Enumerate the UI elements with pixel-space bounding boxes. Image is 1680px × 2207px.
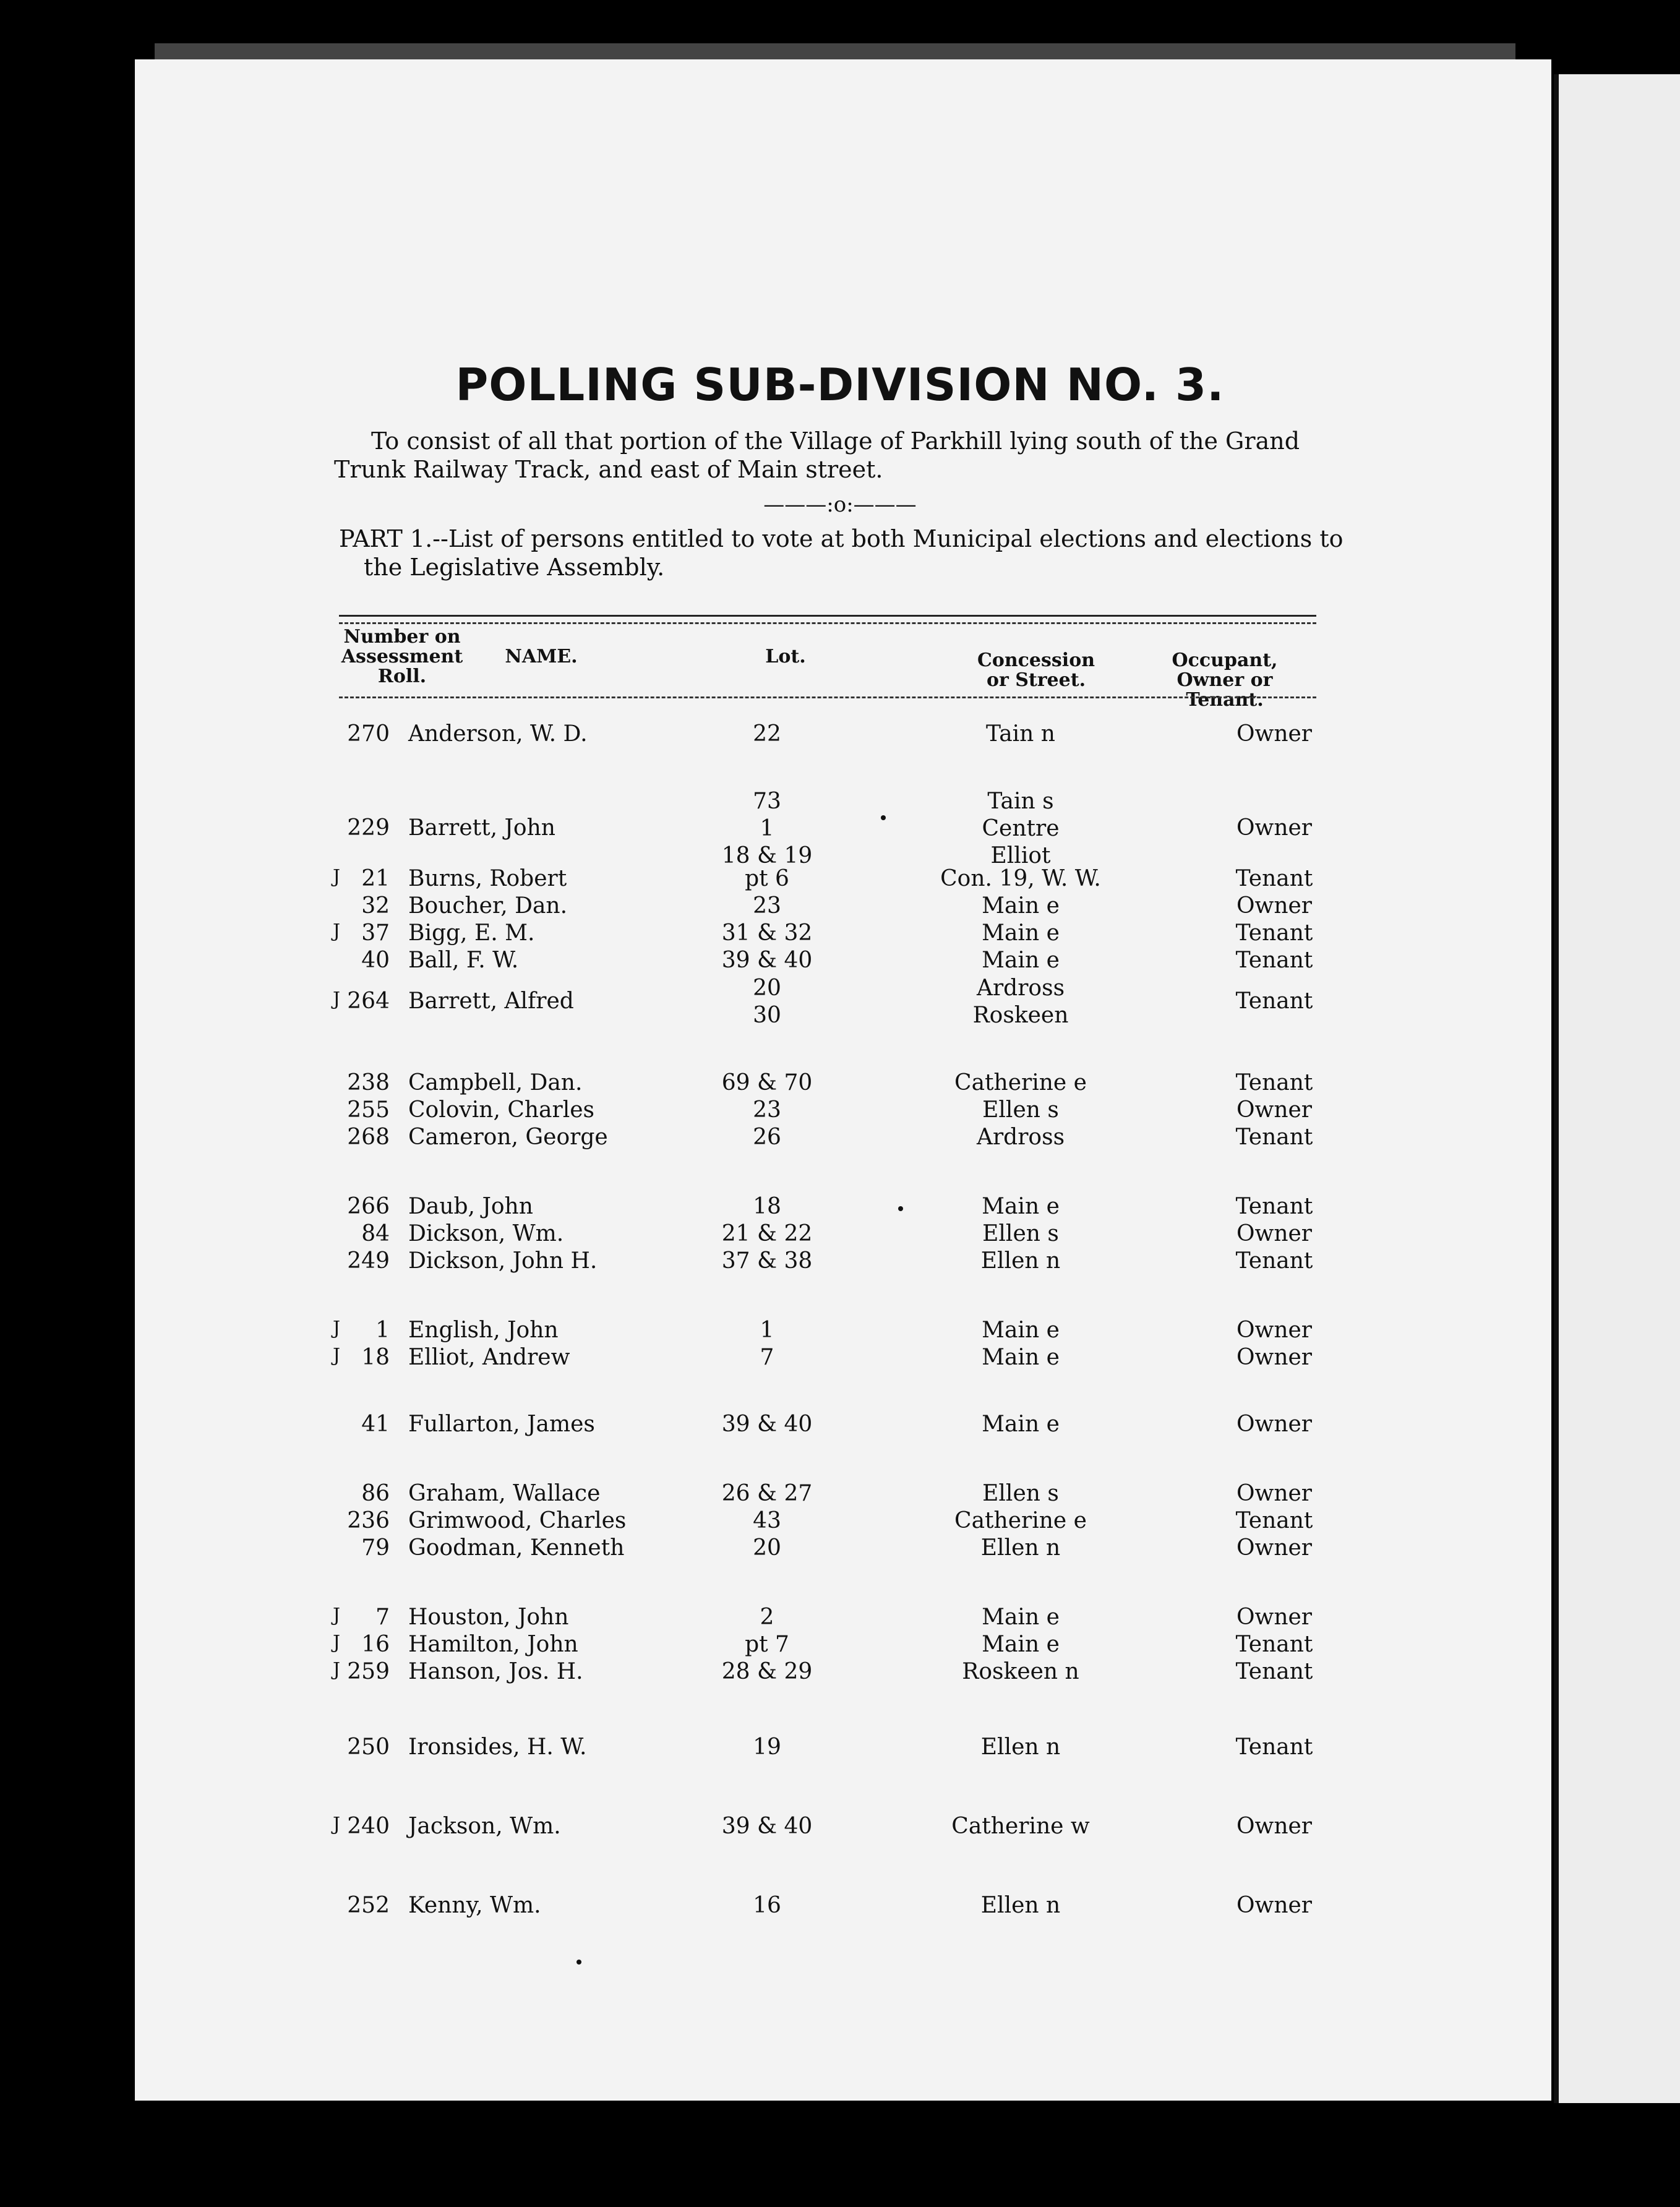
voter-name: Elliot, Andrew bbox=[408, 1345, 570, 1370]
lot-number: pt 7 bbox=[745, 1632, 789, 1657]
concession-street: Main e bbox=[982, 1632, 1060, 1657]
assessment-number: 250 bbox=[347, 1734, 390, 1760]
voter-name: Cameron, George bbox=[408, 1125, 608, 1150]
header-number: Number on Assessment Roll. bbox=[341, 626, 463, 687]
occupancy-status: Tenant bbox=[1235, 1070, 1313, 1095]
assessment-number: 252 bbox=[347, 1893, 390, 1918]
assessment-number: 79 bbox=[361, 1535, 390, 1561]
occupancy-status: Tenant bbox=[1235, 866, 1313, 891]
print-speck bbox=[576, 1960, 581, 1965]
concession-street: Ellen n bbox=[980, 1893, 1061, 1918]
occupancy-status: Tenant bbox=[1235, 1659, 1313, 1684]
voter-name: Ball, F. W. bbox=[408, 948, 519, 973]
concession-street: Ellen n bbox=[980, 1535, 1061, 1561]
assessment-number: 1 bbox=[375, 1318, 390, 1343]
voter-name: Houston, John bbox=[408, 1605, 569, 1630]
occupancy-status: Owner bbox=[1236, 1097, 1313, 1123]
assessment-number: 238 bbox=[347, 1070, 390, 1095]
assessment-number: 259 bbox=[347, 1659, 390, 1684]
jury-mark: J bbox=[333, 1659, 341, 1681]
concession-street: Ellen n bbox=[980, 1248, 1061, 1274]
concession-street: Ardross Roskeen bbox=[972, 975, 1069, 1028]
jury-mark: J bbox=[333, 866, 341, 888]
concession-street: Roskeen n bbox=[962, 1659, 1079, 1684]
occupancy-status: Owner bbox=[1236, 721, 1313, 747]
occupancy-status: Tenant bbox=[1235, 1248, 1313, 1274]
voter-name: Daub, John bbox=[408, 1194, 533, 1219]
concession-street: Catherine e bbox=[954, 1508, 1087, 1533]
occupancy-status: Tenant bbox=[1235, 1632, 1313, 1657]
voter-name: Graham, Wallace bbox=[408, 1481, 601, 1506]
jury-mark: J bbox=[333, 1345, 341, 1366]
occupancy-status: Tenant bbox=[1235, 1734, 1313, 1760]
assessment-number: 236 bbox=[347, 1508, 390, 1533]
assessment-number: 40 bbox=[361, 948, 390, 973]
occupancy-status: Tenant bbox=[1235, 988, 1313, 1014]
concession-street: Ellen s bbox=[982, 1221, 1059, 1246]
lot-number: 18 bbox=[753, 1194, 781, 1219]
occupancy-status: Owner bbox=[1236, 1535, 1313, 1561]
lot-number: 23 bbox=[753, 1097, 781, 1123]
occupancy-status: Owner bbox=[1236, 1221, 1313, 1246]
lot-number: 39 & 40 bbox=[721, 948, 813, 973]
voter-name: Bigg, E. M. bbox=[408, 920, 535, 946]
assessment-number: 240 bbox=[347, 1814, 390, 1839]
intro-paragraph: To consist of all that portion of the Village of Parkhill lying south of the Grand Trunk Railway Track, and east of Main street. bbox=[334, 427, 1300, 483]
assessment-number: 32 bbox=[361, 893, 390, 919]
lot-number: 26 & 27 bbox=[721, 1481, 813, 1506]
occupancy-status: Owner bbox=[1236, 1318, 1313, 1343]
lot-number: 37 & 38 bbox=[721, 1248, 813, 1274]
concession-street: Ellen s bbox=[982, 1097, 1059, 1123]
voter-name: Grimwood, Charles bbox=[408, 1508, 627, 1533]
occupancy-status: Tenant bbox=[1235, 948, 1313, 973]
voter-name: Fullarton, James bbox=[408, 1412, 595, 1437]
occupancy-status: Owner bbox=[1236, 893, 1313, 919]
assessment-number: 249 bbox=[347, 1248, 390, 1274]
lot-number: 28 & 29 bbox=[721, 1659, 813, 1684]
concession-street: Tain n bbox=[985, 721, 1055, 747]
assessment-number: 268 bbox=[347, 1125, 390, 1150]
lot-number: 31 & 32 bbox=[721, 920, 813, 946]
occupancy-status: Owner bbox=[1236, 1893, 1313, 1918]
jury-mark: J bbox=[333, 1605, 341, 1626]
lot-number: 19 bbox=[753, 1734, 781, 1760]
occupancy-status: Tenant bbox=[1235, 1194, 1313, 1219]
print-speck bbox=[881, 815, 886, 820]
voter-name: Goodman, Kenneth bbox=[408, 1535, 625, 1561]
assessment-number: 21 bbox=[361, 866, 390, 891]
occupancy-status: Owner bbox=[1236, 1814, 1313, 1839]
lot-number: pt 6 bbox=[745, 866, 789, 891]
assessment-number: 86 bbox=[361, 1481, 390, 1506]
assessment-number: 41 bbox=[361, 1412, 390, 1437]
voter-name: Barrett, John bbox=[408, 815, 555, 841]
page-title: POLLING SUB-DIVISION NO. 3. bbox=[455, 359, 1225, 411]
header-lot: Lot. bbox=[765, 646, 806, 667]
assessment-number: 270 bbox=[347, 721, 390, 747]
jury-mark: J bbox=[333, 1814, 341, 1835]
voter-name: Colovin, Charles bbox=[408, 1097, 595, 1123]
occupancy-status: Owner bbox=[1236, 1481, 1313, 1506]
concession-street: Main e bbox=[982, 1605, 1060, 1630]
assessment-number: 266 bbox=[347, 1194, 390, 1219]
jury-mark: J bbox=[333, 988, 341, 1010]
jury-mark: J bbox=[333, 1318, 341, 1339]
ornament-divider: ———:o:——— bbox=[763, 492, 917, 517]
voter-name: Anderson, W. D. bbox=[408, 721, 588, 747]
voter-name: Burns, Robert bbox=[408, 866, 567, 891]
occupancy-status: Owner bbox=[1236, 1412, 1313, 1437]
voter-name: Barrett, Alfred bbox=[408, 988, 574, 1014]
voter-name: Hanson, Jos. H. bbox=[408, 1659, 583, 1684]
header-rule-dashed bbox=[339, 622, 1316, 624]
assessment-number: 255 bbox=[347, 1097, 390, 1123]
occupancy-status: Tenant bbox=[1235, 1125, 1313, 1150]
lot-number: 16 bbox=[753, 1893, 781, 1918]
concession-street: Main e bbox=[982, 1194, 1060, 1219]
occupancy-status: Owner bbox=[1236, 1345, 1313, 1370]
assessment-number: 264 bbox=[347, 988, 390, 1014]
concession-street: Con. 19, W. W. bbox=[940, 866, 1101, 891]
occupancy-status: Tenant bbox=[1235, 1508, 1313, 1533]
lot-number: 7 bbox=[760, 1345, 774, 1370]
assessment-number: 84 bbox=[361, 1221, 390, 1246]
assessment-number: 16 bbox=[361, 1632, 390, 1657]
voter-name: Boucher, Dan. bbox=[408, 893, 568, 919]
concession-street: Main e bbox=[982, 893, 1060, 919]
lot-number: 22 bbox=[753, 721, 781, 747]
lot-number: 73 1 18 & 19 bbox=[721, 789, 813, 868]
lot-number: 2 bbox=[760, 1605, 774, 1630]
lot-number: 20 30 bbox=[753, 975, 781, 1028]
assessment-number: 229 bbox=[347, 815, 390, 841]
occupancy-status: Owner bbox=[1236, 815, 1313, 841]
concession-street: Main e bbox=[982, 1345, 1060, 1370]
lot-number: 21 & 22 bbox=[721, 1221, 813, 1246]
concession-street: Main e bbox=[982, 920, 1060, 946]
voter-name: Kenny, Wm. bbox=[408, 1893, 541, 1918]
assessment-number: 18 bbox=[361, 1345, 390, 1370]
lot-number: 20 bbox=[753, 1535, 781, 1561]
print-speck bbox=[898, 1206, 903, 1211]
concession-street: Ellen n bbox=[980, 1734, 1061, 1760]
concession-street: Main e bbox=[982, 1412, 1060, 1437]
header-name: NAME. bbox=[505, 646, 578, 667]
voter-name: Dickson, John H. bbox=[408, 1248, 598, 1274]
lot-number: 1 bbox=[760, 1318, 774, 1343]
lot-number: 23 bbox=[753, 893, 781, 919]
voter-name: Ironsides, H. W. bbox=[408, 1734, 587, 1760]
lot-number: 39 & 40 bbox=[721, 1814, 813, 1839]
occupancy-status: Owner bbox=[1236, 1605, 1313, 1630]
concession-street: Main e bbox=[982, 1318, 1060, 1343]
header-rule-top bbox=[339, 615, 1316, 617]
concession-street: Tain s Centre Elliot bbox=[982, 789, 1060, 868]
header-rule-bottom bbox=[339, 696, 1316, 698]
voter-name: Dickson, Wm. bbox=[408, 1221, 564, 1246]
assessment-number: 7 bbox=[375, 1605, 390, 1630]
part-heading: PART 1.--List of persons entitled to vote at both Municipal elections and elections to the Legislative Assembly. bbox=[339, 525, 1344, 581]
concession-street: Main e bbox=[982, 948, 1060, 973]
concession-street: Ardross bbox=[976, 1125, 1065, 1150]
lot-number: 69 & 70 bbox=[721, 1070, 813, 1095]
voter-name: Campbell, Dan. bbox=[408, 1070, 583, 1095]
occupancy-status: Tenant bbox=[1235, 920, 1313, 946]
concession-street: Ellen s bbox=[982, 1481, 1059, 1506]
lot-number: 43 bbox=[753, 1508, 781, 1533]
concession-street: Catherine w bbox=[951, 1814, 1090, 1839]
lot-number: 26 bbox=[753, 1125, 781, 1150]
jury-mark: J bbox=[333, 920, 341, 942]
assessment-number: 37 bbox=[361, 920, 390, 946]
header-occupant: Occupant, Owner or Tenant. bbox=[1172, 649, 1278, 711]
lot-number: 39 & 40 bbox=[721, 1412, 813, 1437]
voter-name: Jackson, Wm. bbox=[408, 1814, 561, 1839]
jury-mark: J bbox=[333, 1632, 341, 1653]
concession-street: Catherine e bbox=[954, 1070, 1087, 1095]
header-concession: Concession or Street. bbox=[977, 649, 1095, 691]
voter-name: English, John bbox=[408, 1318, 559, 1343]
voter-name: Hamilton, John bbox=[408, 1632, 578, 1657]
